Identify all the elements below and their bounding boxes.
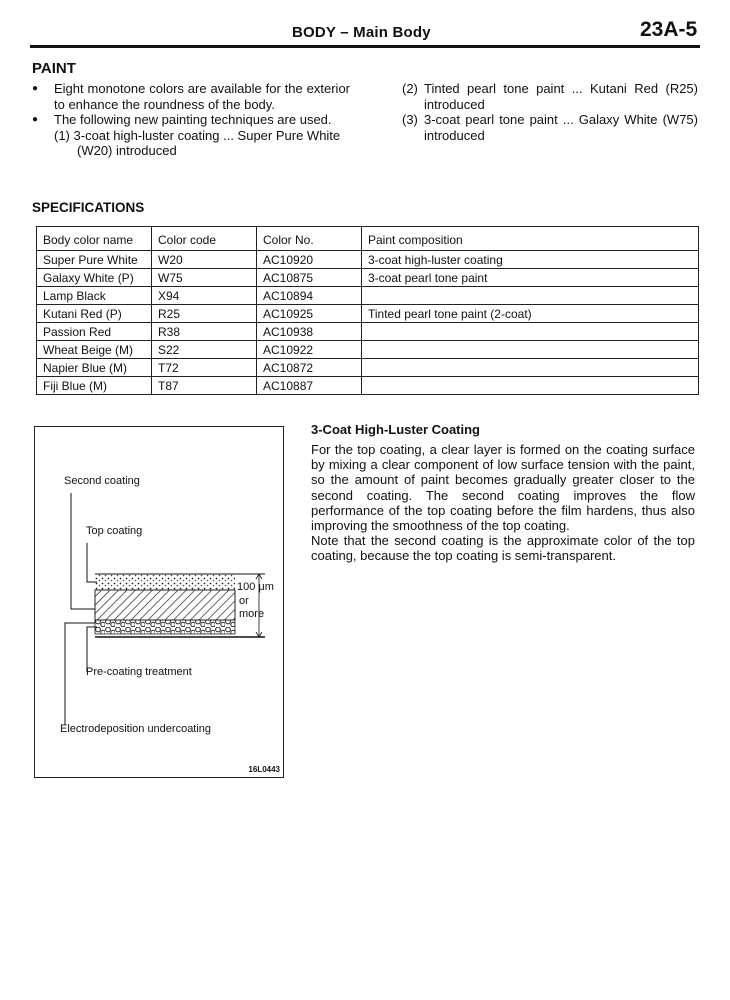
technique-text: 3-coat pearl tone paint ... Galaxy White (W75) introduced [424, 112, 698, 143]
second-coating-layer [95, 590, 235, 620]
table-cell: Napier Blue (M) [37, 359, 152, 377]
paint-right-column [402, 81, 698, 143]
table-row [37, 269, 699, 287]
table-cell: AC10920 [257, 251, 362, 269]
column-header: Color code [152, 227, 257, 251]
table-cell: AC10872 [257, 359, 362, 377]
table-cell: R38 [152, 323, 257, 341]
table-cell: Galaxy White (P) [37, 269, 152, 287]
electrodeposition-label: Electrodeposition undercoating [60, 723, 212, 735]
table-cell: Kutani Red (P) [37, 305, 152, 323]
table-cell: Tinted pearl tone paint (2-coat) [362, 305, 699, 323]
table-cell: W75 [152, 269, 257, 287]
coating-section-body [311, 442, 695, 564]
table-cell: S22 [152, 341, 257, 359]
table-row [37, 341, 699, 359]
specifications-table [36, 226, 699, 395]
table-cell: AC10938 [257, 323, 362, 341]
coating-layers-figure [34, 426, 284, 778]
column-header: Color No. [257, 227, 362, 251]
technique-text: Tinted pearl tone paint ... Kutani Red (R25) introduced [424, 81, 698, 112]
table-row [37, 251, 699, 269]
column-header: Paint composition [362, 227, 699, 251]
figure-code: 16L0443 [248, 765, 280, 774]
paint-section-title: PAINT [32, 60, 76, 77]
bullet-item: ● The following new painting techniques are used. [32, 112, 350, 128]
table-cell [362, 377, 699, 395]
table-cell [362, 287, 699, 305]
table-row [37, 305, 699, 323]
technique-item [402, 81, 698, 112]
table-row [37, 323, 699, 341]
table-cell: 3-coat high-luster coating [362, 251, 699, 269]
thickness-label: 100 μm [237, 581, 274, 593]
thickness-label: or [239, 595, 249, 607]
coating-section-title: 3-Coat High-Luster Coating [311, 422, 480, 437]
thickness-label: more [239, 608, 265, 620]
technique-item [402, 112, 698, 143]
page-number: 23A-5 [640, 18, 698, 41]
bullet-item: ● Eight monotone colors are available for the exterior to enhance the roundness of the body. [32, 81, 350, 112]
table-header-row [37, 227, 699, 251]
table-row [37, 359, 699, 377]
coating-paragraph: For the top coating, a clear layer is formed on the coating surface by mixing a clear component of low surface tension with the paint, so the amount of paint becomes gradually greater closer to the second coating. The second coating improves the flow performance of the top coating before the film hardens, thus also improving the smoothness of the top coating. [311, 442, 695, 534]
table-cell: X94 [152, 287, 257, 305]
table-cell: Super Pure White [37, 251, 152, 269]
top-coating-label: Top coating [86, 525, 143, 537]
paint-left-column [32, 81, 350, 159]
table-cell [362, 359, 699, 377]
table-row [37, 287, 699, 305]
table-cell: AC10887 [257, 377, 362, 395]
table-row [37, 377, 699, 395]
table-cell [362, 323, 699, 341]
table-cell: W20 [152, 251, 257, 269]
pre-coating-label: Pre-coating treatment [86, 666, 192, 678]
table-cell: AC10925 [257, 305, 362, 323]
technique-number: (2) [402, 81, 418, 96]
table-cell [362, 341, 699, 359]
second-coating-label: Second coating [64, 475, 140, 487]
technique-number: (1) [54, 127, 70, 143]
top-coating-layer [95, 574, 235, 590]
technique-text: 3-coat high-luster coating ... Super Pure White (W20) introduced [73, 127, 341, 158]
table-cell: Wheat Beige (M) [37, 341, 152, 359]
undercoating-layer [95, 620, 235, 634]
column-header: Body color name [37, 227, 152, 251]
specifications-title: SPECIFICATIONS [32, 200, 145, 215]
second-coating-leader [71, 493, 95, 609]
header-rule [30, 45, 700, 48]
table-cell: AC10894 [257, 287, 362, 305]
table-cell: AC10922 [257, 341, 362, 359]
page-header-title: BODY – Main Body [292, 24, 431, 41]
table-cell: T72 [152, 359, 257, 377]
technique-number: (3) [402, 112, 418, 127]
table-cell: T87 [152, 377, 257, 395]
table-cell: Passion Red [37, 323, 152, 341]
technique-item [54, 128, 350, 159]
table-cell: R25 [152, 305, 257, 323]
table-cell: Lamp Black [37, 287, 152, 305]
table-cell: AC10875 [257, 269, 362, 287]
coating-paragraph: Note that the second coating is the approximate color of the top coating, because the top coating is semi-transparent. [311, 533, 695, 564]
table-cell: Fiji Blue (M) [37, 377, 152, 395]
table-cell: 3-coat pearl tone paint [362, 269, 699, 287]
